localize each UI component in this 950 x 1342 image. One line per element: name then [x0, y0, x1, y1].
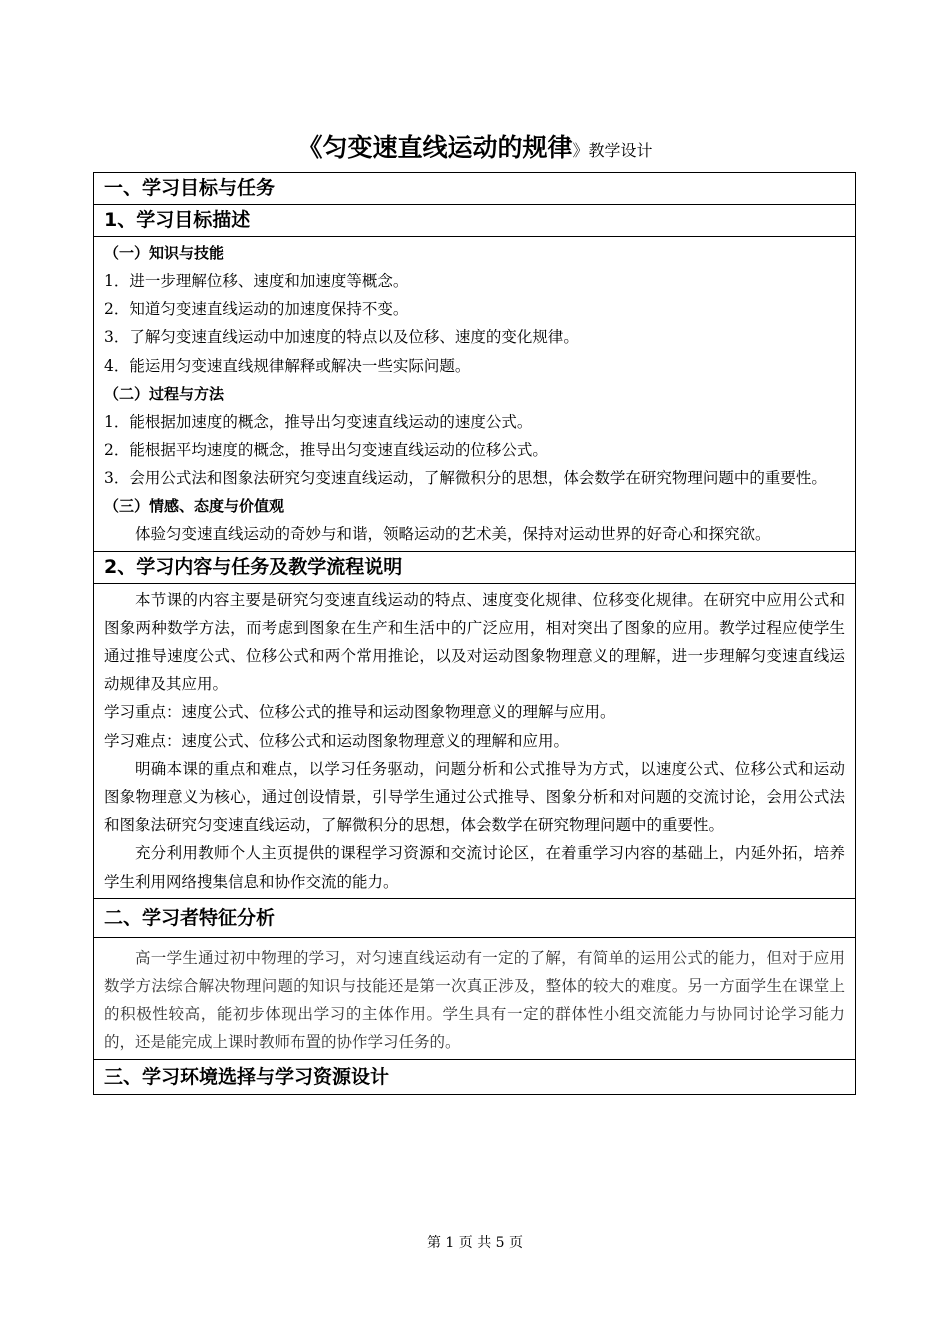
emotion-text: 体验匀变速直线运动的奇妙与和谐，领略运动的艺术美，保持对运动世界的好奇心和探究欲。 — [135, 525, 771, 544]
objectives-cell — [94, 237, 856, 552]
page-footer: 第 1 页 共 5 页 — [426, 1235, 524, 1251]
lesson-plan-table — [93, 172, 856, 1095]
list-item: 2．能根据平均速度的概念，推导出匀变速直线运动的位移公式。 — [104, 441, 548, 460]
table-row — [94, 551, 856, 583]
difficulty-point: 学习难点：速度公式、位移公式和运动图象物理意义的理解和应用。 — [104, 731, 570, 750]
learner-analysis-text: 高一学生通过初中物理的学习，对匀速直线运动有一定的了解，有简单的运用公式的能力，但对于应用数学方法综合解决物理问题的知识与技能还是第一次真正涉及，整体的较大的难度。另一方面学生在课堂上的积极性较高，能初步体现出学习的主体作用。学生具有一定的群体性小组交流能力与协同讨论学习能力的，还是能完成上课时教师布置的协作学习任务的。 — [104, 948, 845, 1052]
content-paragraph: 明确本课的重点和难点，以学习任务驱动，问题分析和公式推导为方式，以速度公式、位移公式和运动图象物理意义为核心，通过创设情景，引导学生通过公式推导、图象分析和对问题的交流讨论，会用公式法和图象法研究匀变速直线运动，了解微积分的思想，体会数学在研究物理问题中的重要性。 — [104, 759, 845, 835]
list-item: 4．能运用匀变速直线规律解释或解决一些实际问题。 — [104, 356, 471, 375]
title-suffix: 》教学设计 — [572, 141, 653, 160]
list-item: 2．知道匀变速直线运动的加速度保持不变。 — [104, 300, 409, 319]
section-heading-1: 一、学习目标与任务 — [94, 173, 856, 205]
process-heading: （二）过程与方法 — [104, 384, 225, 403]
subsection-heading-objectives: 1、学习目标描述 — [94, 205, 856, 237]
table-row — [94, 173, 856, 205]
section-heading-2: 二、学习者特征分析 — [94, 898, 856, 937]
title-main: 《匀变速直线运动的规律 — [297, 133, 573, 162]
learner-analysis-cell — [94, 937, 856, 1059]
knowledge-heading: （一）知识与技能 — [104, 244, 225, 262]
content-paragraph: 充分利用教师个人主页提供的课程学习资源和交流讨论区，在着重学习内容的基础上，内延外拓，培养学生利用网络搜集信息和协作交流的能力。 — [104, 844, 845, 891]
table-row — [94, 237, 856, 552]
table-row — [94, 937, 856, 1059]
content-cell — [94, 583, 856, 898]
table-row — [94, 898, 856, 937]
table-row — [94, 205, 856, 237]
table-row — [94, 583, 856, 898]
list-item: 1．能根据加速度的概念，推导出匀变速直线运动的速度公式。 — [104, 412, 533, 431]
section-heading-3: 三、学习环境选择与学习资源设计 — [94, 1059, 856, 1094]
document-title — [0, 128, 950, 164]
list-item: 3．了解匀变速直线运动中加速度的特点以及位移、速度的变化规律。 — [104, 328, 579, 347]
subsection-heading-content: 2、学习内容与任务及教学流程说明 — [94, 551, 856, 583]
list-item: 1．进一步理解位移、速度和加速度等概念。 — [104, 272, 409, 290]
list-item: 3．会用公式法和图象法研究匀变速直线运动，了解微积分的思想，体会数学在研究物理问题中的重要性。 — [104, 469, 827, 488]
key-point: 学习重点：速度公式、位移公式的推导和运动图象物理意义的理解与应用。 — [104, 703, 616, 722]
table-row — [94, 1059, 856, 1094]
emotion-heading: （三）情感、态度与价值观 — [104, 497, 285, 516]
content-paragraph: 本节课的内容主要是研究匀变速直线运动的特点、速度变化规律、位移变化规律。在研究中应用公式和图象两种数学方法，而考虑到图象在生产和生活中的广泛应用，相对突出了图象的应用。教学过程应使学生通过推导速度公式、位移公式和两个常用推论，以及对运动图象物理意义的理解，进一步理解匀变速直线运动规律及其应用。 — [104, 590, 845, 694]
